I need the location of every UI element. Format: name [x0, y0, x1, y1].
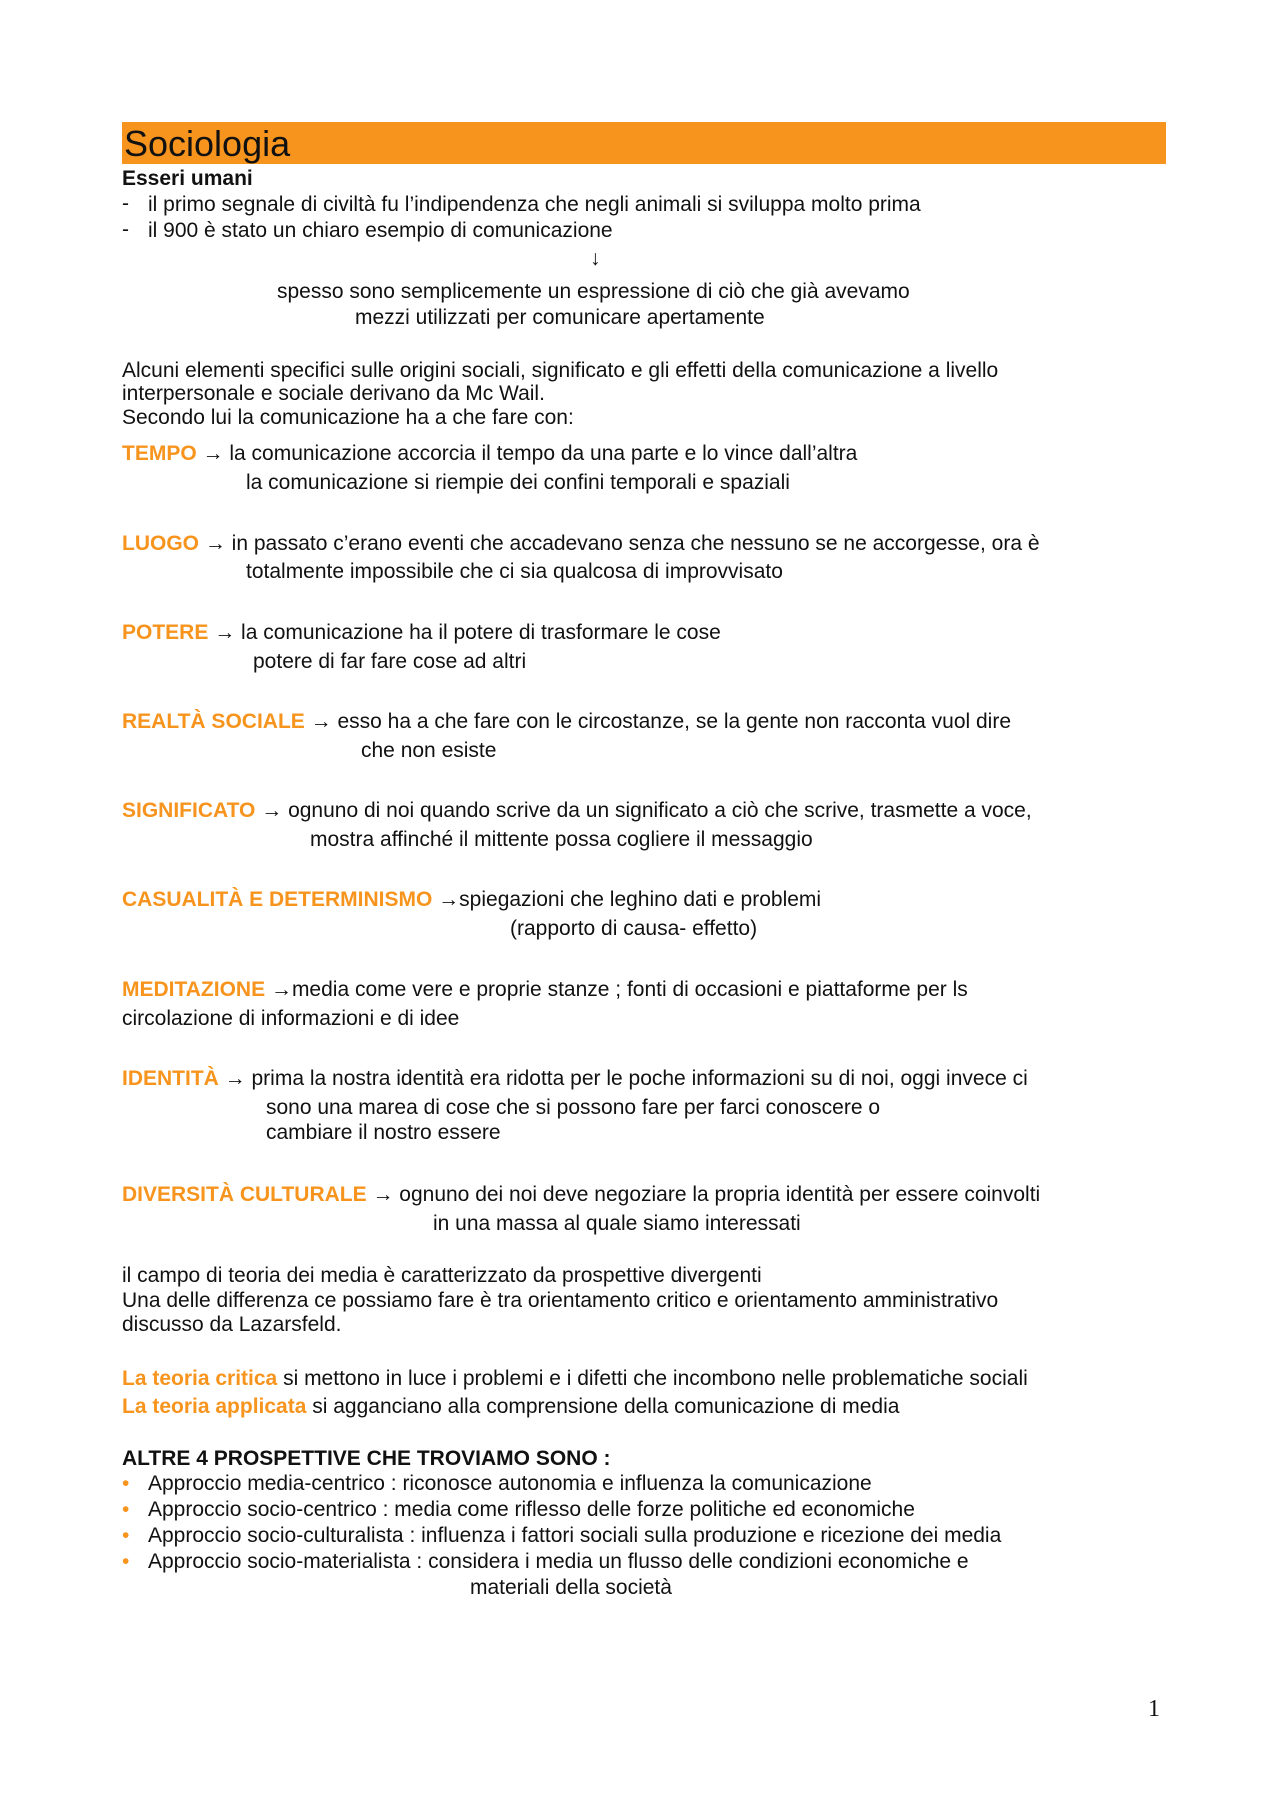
topic-diversita-culturale: [122, 1182, 1040, 1208]
bullet-icon: •: [122, 1498, 130, 1521]
title-banner: [122, 122, 1166, 164]
topic-significato: [122, 798, 1032, 824]
topic-text: →media come vere e proprie stanze ; fonti di occasioni e piattaforme per ls: [265, 978, 968, 1001]
list-item: Approccio media-centrico : riconosce autonomia e influenza la comunicazione: [148, 1472, 872, 1495]
teoria-text: si agganciano alla comprensione della comunicazione di media: [306, 1395, 900, 1418]
dash-marker: -: [122, 192, 129, 215]
topic-realta-sociale: [122, 709, 1011, 735]
topic-key: POTERE: [122, 621, 209, 644]
teoria-text: si mettono in luce i problemi e i difetti che incombono nelle problematiche sociali: [277, 1367, 1028, 1390]
para2-line-2: Una delle differenza ce possiamo fare è tra orientamento critico e orientamento amministrativo: [122, 1289, 999, 1312]
section-heading: Esseri umani: [122, 167, 253, 190]
para1-line-1: Alcuni elementi specifici sulle origini sociali, significato e gli effetti della comunicazione a livello: [122, 359, 999, 382]
topic-casualita: [122, 887, 821, 913]
para2-line-1: il campo di teoria dei media è caratterizzato da prospettive divergenti: [122, 1264, 762, 1287]
topic-luogo-cont: totalmente impossibile che ci sia qualcosa di improvvisato: [246, 560, 783, 583]
list-item: Approccio socio-culturalista : influenza i fattori sociali sulla produzione e ricezione dei media: [148, 1524, 1002, 1547]
topic-potere-cont: potere di far fare cose ad altri: [253, 650, 527, 673]
topic-identita-cont-2: cambiare il nostro essere: [266, 1121, 501, 1144]
para1-line-2: interpersonale e sociale derivano da Mc Wail.: [122, 382, 545, 405]
topic-text: → la comunicazione ha il potere di trasformare le cose: [208, 621, 721, 644]
topic-significato-cont: mostra affinché il mittente possa cogliere il messaggio: [310, 828, 813, 851]
topic-key: TEMPO: [122, 442, 197, 465]
topic-meditazione-cont: circolazione di informazioni e di idee: [122, 1007, 460, 1030]
topic-luogo: [122, 531, 1040, 557]
topic-text: → esso ha a che fare con le circostanze, se la gente non racconta vuol dire: [304, 710, 1012, 733]
intro-center-1: spesso sono semplicemente un espressione di ciò che già avevamo: [277, 280, 910, 303]
topic-meditazione: [122, 977, 968, 1003]
topic-diversita-culturale-cont: in una massa al quale siamo interessati: [433, 1212, 801, 1235]
para1-line-3: Secondo lui la comunicazione ha a che fare con:: [122, 406, 574, 429]
topic-text: → la comunicazione accorcia il tempo da una parte e lo vince dall’altra: [196, 442, 858, 465]
teoria-critica: [122, 1366, 1028, 1392]
topic-key: REALTÀ SOCIALE: [122, 710, 305, 733]
down-arrow-icon: ↓: [590, 247, 601, 270]
topic-text: → ognuno dei noi deve negoziare la propria identità per essere coinvolti: [366, 1183, 1041, 1206]
teoria-key: La teoria applicata: [122, 1395, 307, 1418]
topic-text: → ognuno di noi quando scrive da un significato a ciò che scrive, trasmette a voce,: [255, 799, 1032, 822]
list-item-cont: materiali della società: [470, 1576, 672, 1599]
bullet-icon: •: [122, 1472, 130, 1495]
topic-key: DIVERSITÀ CULTURALE: [122, 1183, 367, 1206]
intro-dash-2: il 900 è stato un chiaro esempio di comunicazione: [148, 219, 613, 242]
intro-dash-1: il primo segnale di civiltà fu l’indipendenza che negli animali si sviluppa molto prima: [148, 193, 921, 216]
intro-center-2: mezzi utilizzati per comunicare apertamente: [355, 306, 765, 329]
page-title: Sociologia: [124, 123, 291, 164]
bullet-icon: •: [122, 1524, 130, 1547]
teoria-key: La teoria critica: [122, 1367, 278, 1390]
topic-text: →spiegazioni che leghino dati e problemi: [432, 888, 822, 911]
page-number: 1: [1148, 1696, 1160, 1722]
topic-potere: [122, 620, 721, 646]
list-item: Approccio socio-centrico : media come riflesso delle forze politiche ed economiche: [148, 1498, 915, 1521]
topic-key: IDENTITÀ: [122, 1067, 219, 1090]
teoria-applicata: [122, 1394, 899, 1420]
prospettive-heading: ALTRE 4 PROSPETTIVE CHE TROVIAMO SONO :: [122, 1447, 611, 1470]
topic-tempo-cont: la comunicazione si riempie dei confini temporali e spaziali: [246, 471, 790, 494]
topic-text: → in passato c’erano eventi che accadevano senza che nessuno se ne accorgesse, ora è: [199, 532, 1040, 555]
topic-key: SIGNIFICATO: [122, 799, 256, 822]
topic-realta-sociale-cont: che non esiste: [361, 739, 497, 762]
topic-identita-cont-1: sono una marea di cose che si possono fare per farci conoscere o: [266, 1096, 881, 1119]
topic-text: → prima la nostra identità era ridotta per le poche informazioni su di noi, oggi invece ci: [218, 1067, 1028, 1090]
bullet-icon: •: [122, 1550, 130, 1573]
list-item: Approccio socio-materialista : considera i media un flusso delle condizioni economiche e: [148, 1550, 969, 1573]
topic-tempo: [122, 441, 857, 467]
dash-marker: -: [122, 218, 129, 241]
para2-line-3: discusso da Lazarsfeld.: [122, 1313, 342, 1336]
topic-key: MEDITAZIONE: [122, 978, 266, 1001]
topic-key: CASUALITÀ E DETERMINISMO: [122, 888, 433, 911]
topic-identita: [122, 1066, 1028, 1092]
topic-casualita-cont: (rapporto di causa- effetto): [510, 917, 758, 940]
topic-key: LUOGO: [122, 532, 199, 555]
